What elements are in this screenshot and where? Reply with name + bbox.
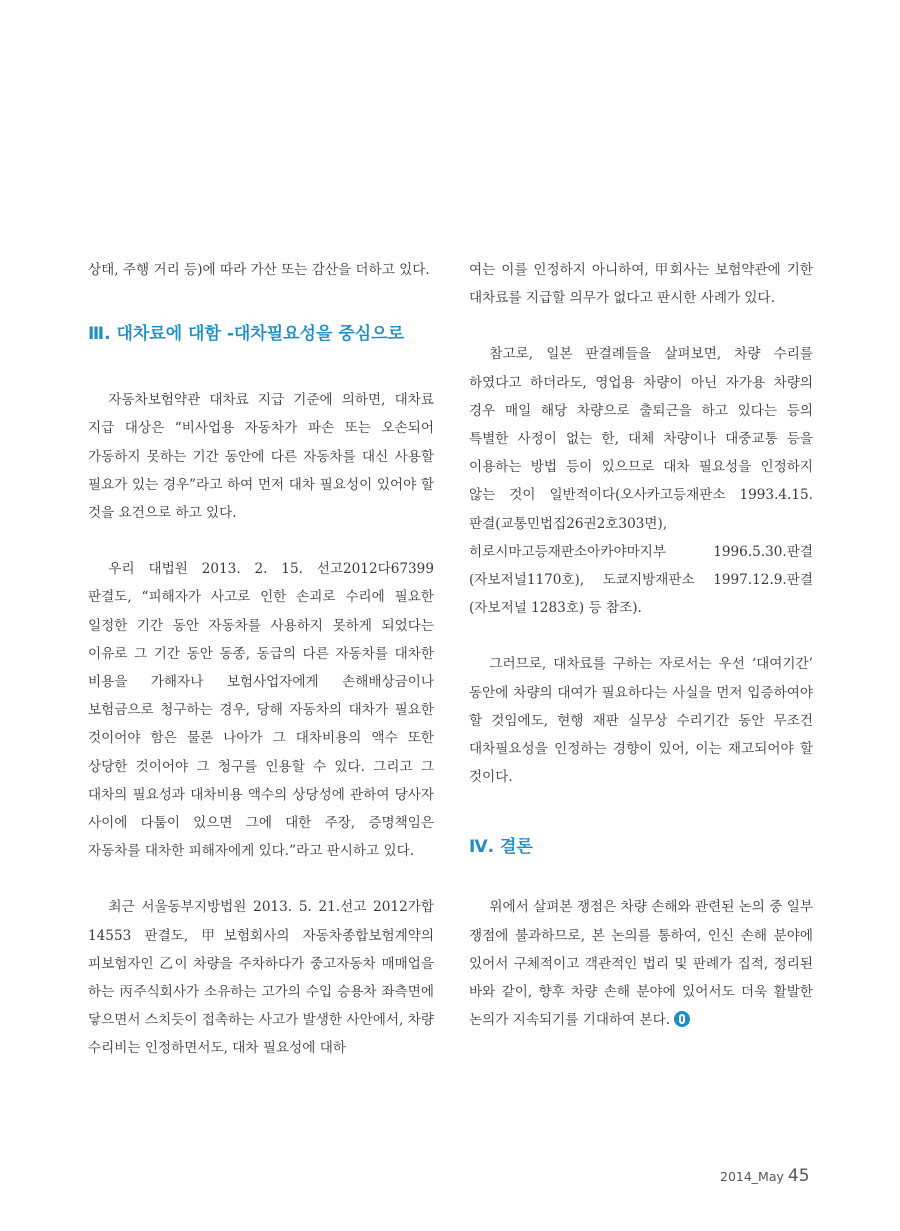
paragraph-policy-criteria: 자동차보험약관 대차료 지급 기준에 의하면, 대차료 지급 대상은 “비사업용 자동차가 파손 또는 오손되어 가동하지 못하는 기간 동안에 다른 자동차를 대신 사용할 필요가 있는 경우”라고 하여 먼저 대차 필요성이 있어야 할 것을 요건으로 하고 있다. xyxy=(88,392,434,522)
left-column xyxy=(88,256,434,1063)
paragraph-japan-cases: 참고로, 일본 판결례들을 살펴보면, 차량 수리를 하였다고 하더라도, 영업용 차량이 아닌 자가용 차량의 경우 매일 해당 차량으로 출퇴근을 하고 있다는 등의 특별한 사정이 없는 한, 대체 차량이나 대중교통 등을 이용하는 방법 등이 있으므로 대차 필요성을 인정하지 않는 것이 일반적이다(오사카고등재판소 1993.4.15. 판결(교통민법집26권2호303면), 히로시마고등재판소아카야마지부 1996.5.30.판결(자보저널1170호), 도쿄지방재판소 1997.12.9.판결(자보저널 1283호) 등 참조). xyxy=(469,346,813,617)
issue-label: 2014_May xyxy=(720,1169,784,1184)
right-column xyxy=(469,256,813,1034)
paragraph-intro-tail: 상태, 주행 거리 등)에 따라 가산 또는 감산을 더하고 있다. xyxy=(88,262,430,278)
conclusion-text: 위에서 살펴본 쟁점은 차량 손해와 관련된 논의 중 일부 쟁점에 불과하므로, 본 논의를 통하여, 인신 손해 분야에 있어서 구체적이고 객관적인 법리 및 판례가 집적, 정리된 바와 같이, 향후 차량 손해 분야에 있어서도 더욱 활발한 논의가 지속되기를 기대하여 본다. xyxy=(469,899,813,1029)
paragraph-district-court: 최근 서울동부지방법원 2013. 5. 21.선고 2012가합 14553 판결도, 甲보험회사의 자동차종합보험계약의 피보험자인 乙이 차량을 주차하다가 중고자동차 매매업을 하는 丙주식회사가 소유하는 고가의 수입 승용차 좌측면에 닿으면서 스치듯이 접촉하는 사고가 발생한 사안에서, 차량 수리비는 인정하면서도, 대차 필요성에 대하 xyxy=(88,899,434,1057)
section-heading-3: Ⅲ. 대차료에 대함 -대차필요성을 중심으로 xyxy=(88,324,405,345)
paragraph-therefore: 그러므로, 대차료를 구하는 자로서는 우선 ‘대여기간’ 동안에 차량의 대여가 필요하다는 사실을 먼저 입증하여야 할 것임에도, 현행 재판 실무상 수리기간 동안 무조건 대차필요성을 인정하는 경향이 있어, 이는 재고되어야 할 것이다. xyxy=(469,656,813,786)
paragraph-supreme-court: 우리 대법원 2013. 2. 15. 선고2012다67399 판결도, “피해자가 사고로 인한 손괴로 수리에 필요한 일정한 기간 동안 자동차를 사용하지 못하게 되었다는 이유로 그 기간 동안 동종, 동급의 다른 자동차를 대차한 비용을 가해자나 보험사업자에게 손해배상금이나 보험금으로 청구하는 경우, 당해 자동차의 대차가 필요한 것이어야 함은 물론 나아가 그 대차비용의 액수 또한 상당한 것이어야 그 청구를 인용할 수 있다. 그리고 그 대차의 필요성과 대차비용 액수의 상당성에 관하여 당사자 사이에 다툼이 있으면 그에 대한 주장, 증명책임은 자동차를 대차한 피해자에게 있다.”라고 판시하고 있다. xyxy=(88,561,434,860)
paragraph-continuation: 여는 이를 인정하지 아니하여, 甲회사는 보험약관에 기한 대차료를 지급할 의무가 없다고 판시한 사례가 있다. xyxy=(469,262,813,307)
page-number: 45 xyxy=(787,1166,810,1186)
page-footer xyxy=(720,1166,820,1186)
section-heading-4: Ⅳ. 결론 xyxy=(469,837,533,858)
end-of-article-icon xyxy=(674,1011,690,1027)
paragraph-conclusion xyxy=(469,893,813,1034)
